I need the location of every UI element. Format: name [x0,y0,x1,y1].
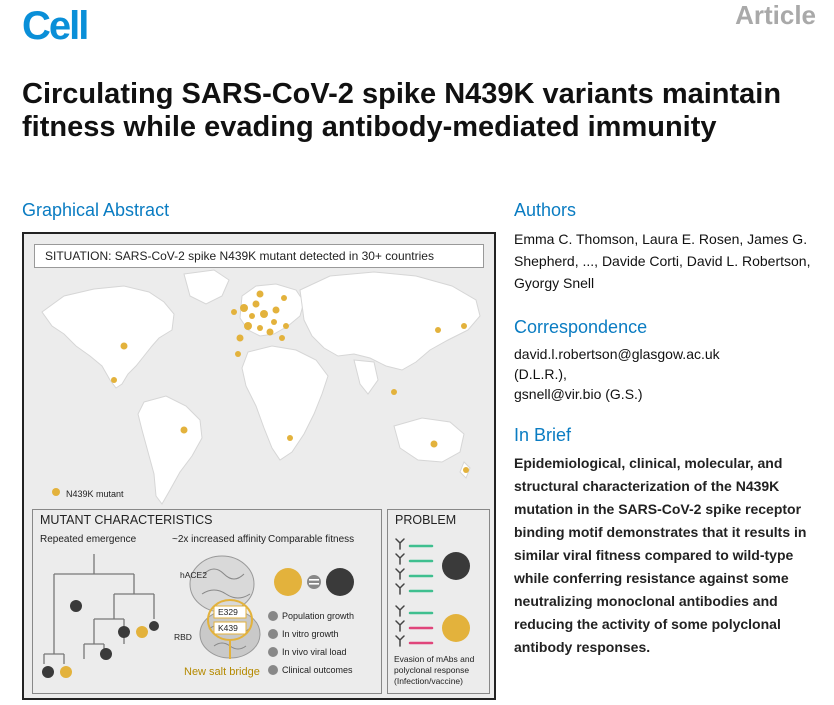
metric-clinical-outcomes: Clinical outcomes [282,665,353,675]
marker-france [244,322,252,330]
problem-title: PROBLEM [395,513,457,527]
legend-marker [52,488,60,496]
repeated-emergence-label: Repeated emergence [40,534,137,545]
marker-usa [121,343,128,350]
article-type-label: Article [735,0,816,30]
correspondence-block [514,344,824,404]
journal-logo: Cell [22,4,88,48]
authors-heading: Authors [514,200,577,220]
affinity-label: ~2x increased affinity [172,534,267,545]
marker-south-korea [435,327,441,333]
marker-germany [260,310,268,318]
situation-banner: SITUATION: SARS-CoV-2 spike N439K mutant detected in 30+ countries [34,244,484,268]
metric-in-vivo-viral-load: In vivo viral load [282,647,347,657]
marker-ireland [231,309,237,315]
rbd-label: RBD [174,632,192,642]
e329-label: E329 [218,607,238,617]
mutant-characteristics-title: MUTANT CHARACTERISTICS [40,513,213,527]
author-list: Emma C. Thomson, Laura E. Rosen, James G. Shepherd, ..., Davide Corti, David L. Robertson, Gyorgy Snell [514,231,811,291]
australia-shape [394,418,464,462]
marker-switzerland [257,325,263,331]
marker-greece [279,335,285,341]
africa-shape [242,346,328,460]
email-link-robertson[interactable]: david.l.robertson@glasgow.ac.uk [514,346,720,362]
initials-robertson: (D.L.R.), [514,366,567,382]
marker-mexico [111,377,117,383]
marker-singapore [391,389,397,395]
north-america-shape [42,286,174,388]
marker-australia [431,441,438,448]
marker-brazil [181,427,188,434]
marker-spain [237,335,244,342]
comparable-fitness-label: Comparable fitness [268,534,355,545]
marker-new-zealand [463,467,469,473]
marker-baltic [281,295,287,301]
legend-label: N439K mutant [66,489,124,499]
evasion-label: Evasion of mAbs and polyclonal response (Infection/vaccine) [394,654,475,686]
marker-italy [267,329,274,336]
in-brief-heading: In Brief [514,425,572,445]
graphical-abstract-heading: Graphical Abstract [22,200,170,220]
metric-population-growth: Population growth [282,611,355,621]
greenland-shape [184,270,229,304]
correspondence-heading: Correspondence [514,317,648,337]
marker-scandinavia [257,291,264,298]
india-shape [354,360,378,394]
marker-poland [273,307,280,314]
email-link-snell[interactable]: gsnell@vir.bio (G.S.) [514,386,643,402]
world-map [42,270,480,504]
marker-morocco [235,351,241,357]
metric-in-vitro-growth: In vitro growth [282,629,339,639]
marker-botswana [287,435,293,441]
marker-romania [283,323,289,329]
k439-label: K439 [218,623,238,633]
marker-denmark [253,301,260,308]
paper-title: Circulating SARS-CoV-2 spike N439K variants maintain fitness while evading antibody-mediated immunity [22,78,782,143]
in-brief-text: Epidemiological, clinical, molecular, and structural characterization of the N439K mutation in the SARS-CoV-2 spike receptor binding motif demonstrates that it results in similar viral fitness compared to wild-type while conferring resistance against some neutralizing monoclonal antibodies and reducing the activity of some polyclonal antibody responses. [514,455,807,655]
south-america-shape [138,396,202,504]
asia-shape [300,272,480,370]
marker-czech [271,319,277,325]
marker-uk [240,304,248,312]
salt-bridge-label: New salt bridge [184,666,260,678]
hace2-label: hACE2 [180,570,207,580]
marker-netherlands [249,313,255,319]
marker-japan [461,323,467,329]
graphical-abstract [22,232,496,700]
